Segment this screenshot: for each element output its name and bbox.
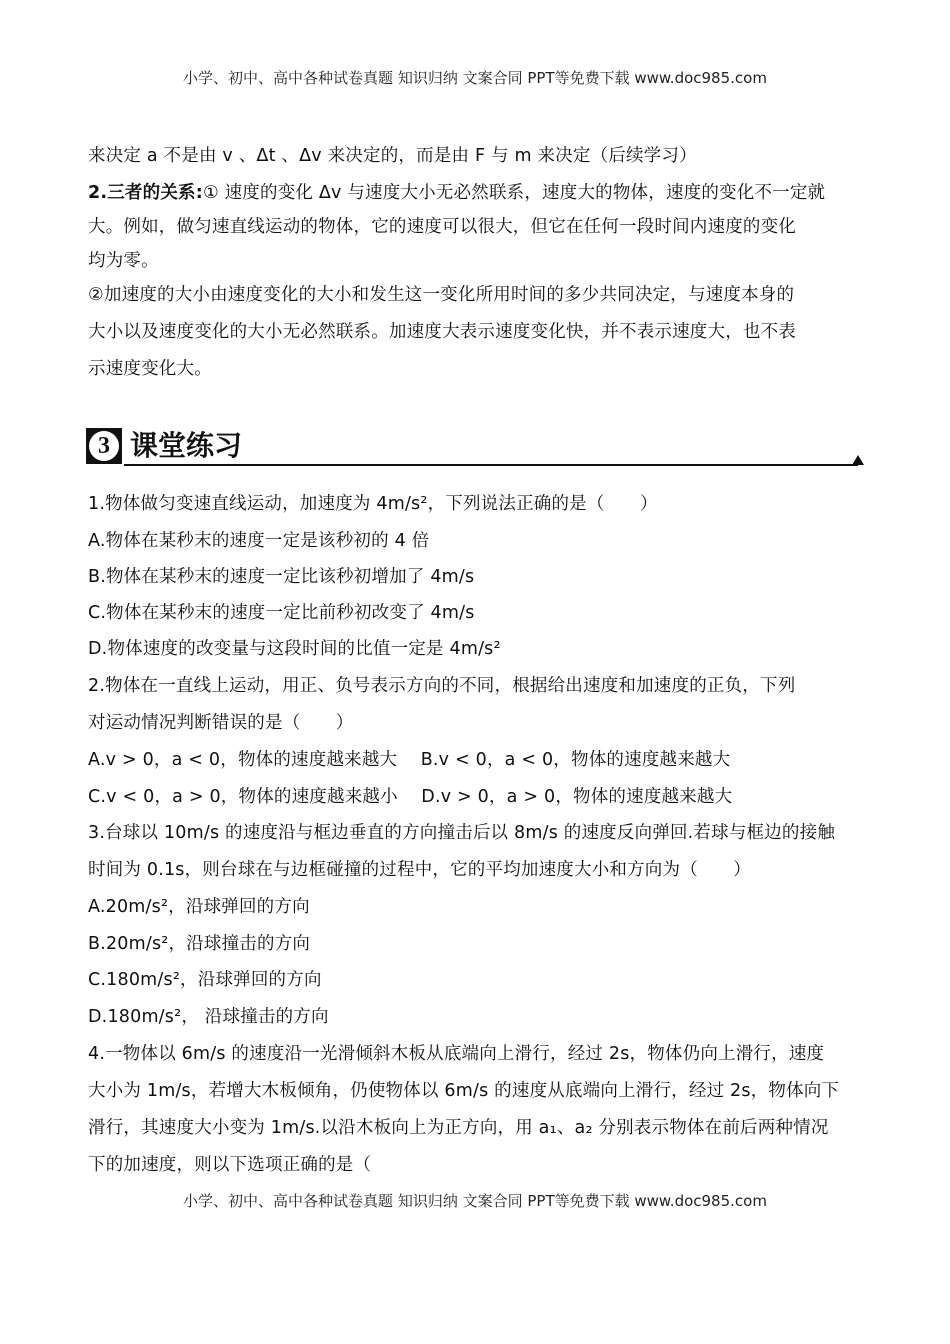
question-line: C.v < 0，a > 0，物体的速度越来越小 D.v > 0，a > 0，物体的速度越来越大 — [88, 787, 733, 807]
page-footer: 小学、初中、高中各种试卷真题 知识归纳 文案合同 PPT等免费下载 www.doc985.com — [183, 1192, 767, 1210]
triangle-icon — [852, 455, 864, 465]
question-line: C.180m/s²，沿球弹回的方向 — [88, 970, 322, 990]
section-title: 课堂练习 — [130, 429, 243, 462]
question-line: 1.物体做匀变速直线运动，加速度为 4m/s²，下列说法正确的是（ ） — [88, 494, 658, 514]
question-line: 大小为 1m/s，若增大木板倾角，仍使物体以 6m/s 的速度从底端向上滑行，经过 2s，物体向下 — [88, 1081, 840, 1101]
question-line: B.物体在某秒末的速度一定比该秒初增加了 4m/s — [88, 567, 475, 587]
text-line: 示速度变化大。 — [88, 359, 212, 379]
question-line: 滑行，其速度大小变为 1m/s.以沿木板向上为正方向，用 a₁、a₂ 分别表示物体在前后两种情况 — [88, 1118, 829, 1138]
text-line: ②加速度的大小由速度变化的大小和发生这一变化所用时间的多少共同决定，与速度本身的 — [88, 285, 795, 305]
question-line: 时间为 0.1s，则台球在与边框碰撞的过程中，它的平均加速度大小和方向为（ ） — [88, 860, 752, 880]
section-rule — [124, 464, 858, 466]
question-line: 下的加速度，则以下选项正确的是（ — [88, 1155, 372, 1175]
text-span: ① 速度的变化 Δv 与速度大小无必然联系，速度大的物体，速度的变化不一定就 — [202, 183, 826, 203]
text-line — [88, 182, 825, 204]
page-header: 小学、初中、高中各种试卷真题 知识归纳 文案合同 PPT等免费下载 www.doc985.com — [183, 69, 767, 87]
text-line: 来决定 a 不是由 v 、Δt 、Δv 来决定的，而是由 F 与 m 来决定（后续学习） — [88, 146, 697, 166]
question-line: 4.一物体以 6m/s 的速度沿一光滑倾斜木板从底端向上滑行，经过 2s，物体仍向上滑行，速度 — [88, 1044, 825, 1064]
text-line: 均为零。 — [88, 251, 159, 271]
text-line: 大。例如，做匀速直线运动的物体，它的速度可以很大，但它在任何一段时间内速度的变化 — [88, 217, 796, 237]
question-line: D.180m/s²， 沿球撞击的方向 — [88, 1007, 329, 1027]
question-line: C.物体在某秒末的速度一定比前秒初改变了 4m/s — [88, 603, 475, 623]
question-line: A.v > 0，a < 0，物体的速度越来越大 B.v < 0，a < 0，物体的速度越来越大 — [88, 750, 731, 770]
question-line: D.物体速度的改变量与这段时间的比值一定是 4m/s² — [88, 639, 501, 659]
question-line: A.物体在某秒末的速度一定是该秒初的 4 倍 — [88, 531, 430, 551]
section-number-badge — [86, 428, 122, 464]
question-line: 对运动情况判断错误的是（ ） — [88, 713, 354, 733]
subheading: 2.三者的关系: — [88, 183, 203, 203]
question-line: 3.台球以 10m/s 的速度沿与框边垂直的方向撞击后以 8m/s 的速度反向弹回.若球与框边的接触 — [88, 823, 836, 843]
section-heading — [86, 428, 864, 468]
question-line: B.20m/s²，沿球撞击的方向 — [88, 934, 311, 954]
question-line: 2.物体在一直线上运动，用正、负号表示方向的不同，根据给出速度和加速度的正负，下列 — [88, 676, 796, 696]
question-line: A.20m/s²，沿球弹回的方向 — [88, 897, 310, 917]
section-number: 3 — [89, 431, 119, 461]
text-line: 大小以及速度变化的大小无必然联系。加速度大表示速度变化快，并不表示速度大，也不表 — [88, 322, 796, 342]
